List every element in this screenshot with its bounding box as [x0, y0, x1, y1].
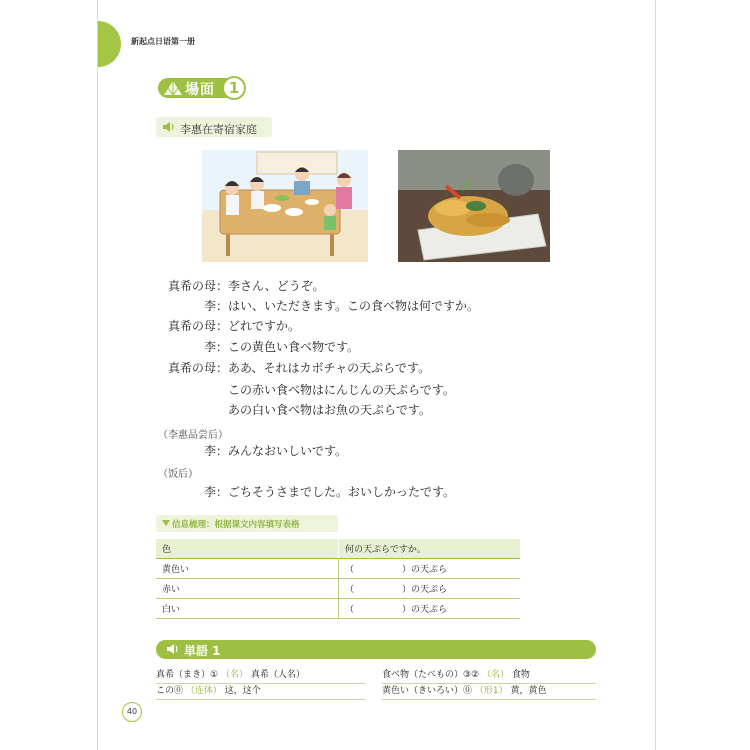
table-header: 何の天ぷらですか。	[339, 539, 521, 559]
family-dinner-illustration	[202, 150, 368, 262]
vocab-header-bar	[156, 640, 596, 659]
speaker-label: 真希の母：	[167, 319, 228, 333]
dialogue-text: ああ、それはカボチャの天ぷらです。	[228, 361, 431, 375]
vocab-word: 黄色い（きいろい）⓪	[382, 686, 473, 696]
vocab-item	[382, 684, 596, 700]
dialogue-text: あの白い食べ物はお魚の天ぷらです。	[228, 403, 431, 417]
vocab-item	[382, 668, 596, 684]
table-row	[156, 579, 520, 599]
table-cell-color: 赤い	[156, 579, 339, 599]
vocab-meaning: 真希（人名）	[250, 670, 305, 680]
vocab-pos: （名）	[220, 670, 248, 680]
dialogue-block-3	[158, 484, 558, 500]
vocab-item	[156, 684, 366, 700]
corner-tab	[97, 21, 121, 67]
speaker-icon[interactable]	[166, 643, 180, 655]
info-label-bar	[156, 515, 338, 532]
situation-text: 李惠在寄宿家庭	[180, 123, 257, 136]
table-cell-color: 白い	[156, 599, 339, 619]
vocab-item	[156, 668, 366, 684]
scene-number: 1	[222, 76, 246, 100]
table-header-row	[156, 539, 520, 559]
textbook-page	[97, 0, 656, 750]
vocab-word: 食べ物（たべもの）③②	[382, 670, 480, 680]
tempura-photo	[398, 150, 550, 262]
page-number: 40	[122, 702, 142, 722]
dialogue-text: みんなおいしいです。	[228, 444, 348, 458]
dialogue-line	[158, 278, 558, 294]
dialogue-text: この黄色い食べ物です。	[228, 340, 360, 354]
dialogue-text: どれですか。	[228, 319, 301, 333]
table-cell-answer[interactable]: （ ）の天ぷら	[339, 579, 521, 599]
table-cell-color: 黄色い	[156, 559, 339, 579]
vocab-meaning: 黄，黄色	[510, 686, 547, 696]
vocab-title: 単語 1	[184, 644, 221, 658]
dialogue-block-1b	[158, 382, 558, 422]
dialogue-block-1	[158, 278, 558, 390]
fill-in-table	[156, 539, 520, 619]
table-cell-answer[interactable]: （ ）の天ぷら	[339, 599, 521, 619]
situation-bar	[156, 117, 272, 137]
book-title: 新起点日语第一册	[131, 37, 195, 46]
speaker-label: 真希の母：	[167, 279, 228, 293]
fan-icon	[162, 79, 184, 97]
table-header: 色	[156, 539, 339, 559]
speaker-label: 真希の母：	[167, 361, 228, 375]
vocab-pos: （名）	[482, 670, 510, 680]
dialogue-text: この赤い食べ物はにんじんの天ぷらです。	[228, 383, 455, 397]
table-row	[156, 559, 520, 579]
stage-direction: （李惠品尝后）	[158, 430, 228, 441]
dialogue-line	[158, 339, 558, 355]
triangle-icon	[162, 520, 170, 526]
vocab-pos: （形1）	[474, 686, 508, 696]
stage-direction: （饭后）	[158, 469, 198, 480]
speaker-label: 李：	[203, 340, 228, 354]
dialogue-line	[158, 360, 558, 376]
dialogue-line	[158, 382, 558, 398]
scene-badge	[158, 74, 246, 100]
dialogue-line	[158, 402, 558, 418]
speaker-label: 李：	[203, 485, 228, 499]
dialogue-text: はい、いただきます。この食べ物は何ですか。	[228, 299, 480, 313]
table-cell-answer[interactable]: （ ）の天ぷら	[339, 559, 521, 579]
dialogue-text: ごちそうさまでした。おいしかったです。	[228, 485, 456, 499]
dialogue-text: 李さん、どうぞ。	[228, 279, 325, 293]
vocab-word: 真希（まき）①	[156, 670, 219, 680]
vocab-meaning: 这，这个	[224, 686, 261, 696]
table-row	[156, 599, 520, 619]
speaker-icon[interactable]	[162, 121, 176, 133]
vocab-meaning: 食物	[511, 670, 530, 680]
vocab-word: この⓪	[156, 686, 184, 696]
vocab-pos: （连体）	[185, 686, 222, 696]
info-label: 信息梳理：根据课文内容填写表格	[172, 520, 300, 530]
speaker-label: 李：	[203, 444, 228, 458]
dialogue-line	[158, 318, 558, 334]
scene-label: 場面	[185, 82, 215, 98]
dialogue-line	[158, 298, 558, 314]
speaker-label: 李：	[203, 299, 228, 313]
dialogue-block-2	[158, 443, 558, 459]
